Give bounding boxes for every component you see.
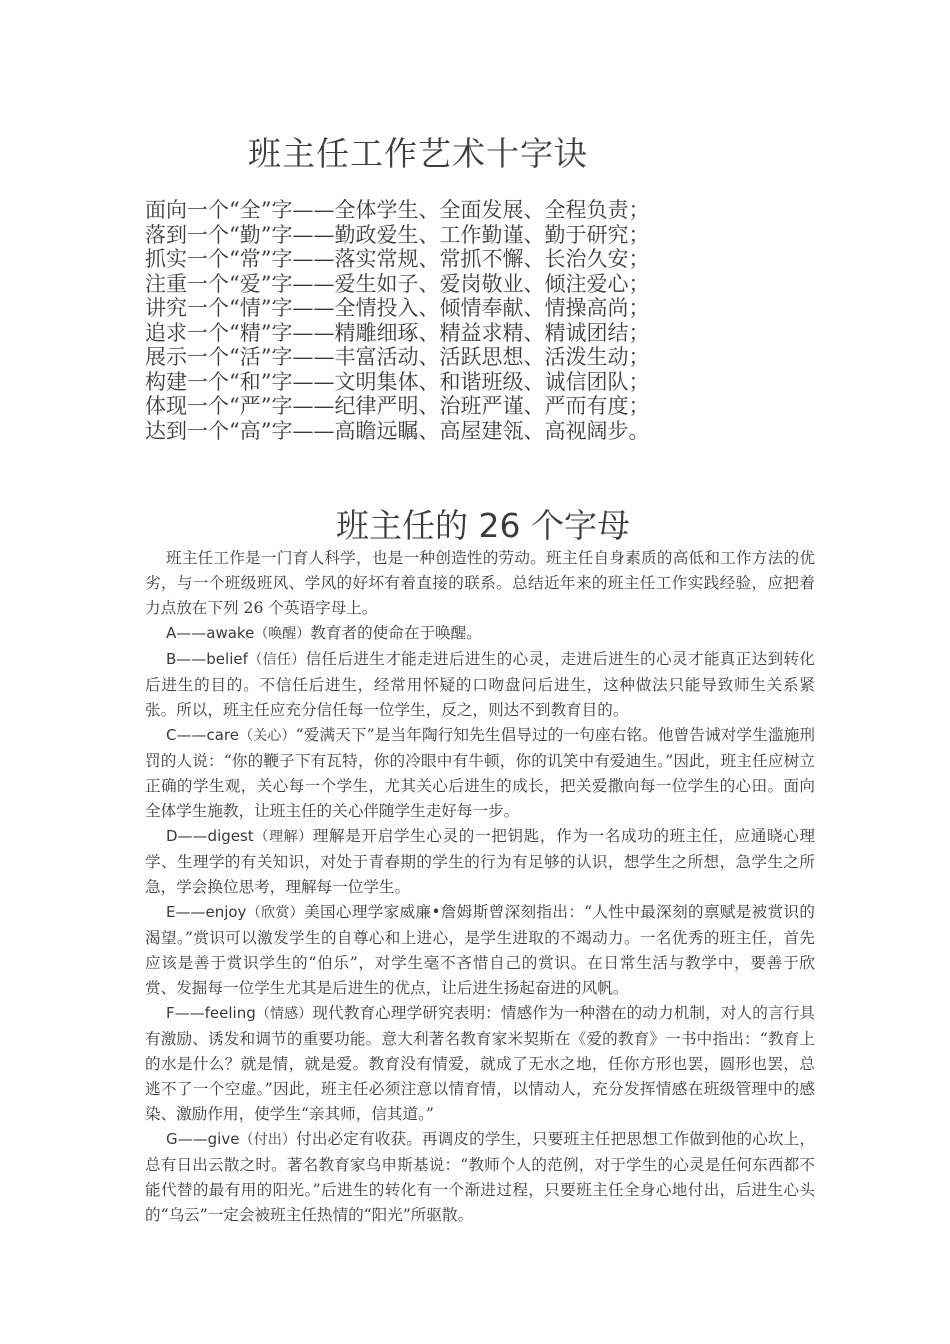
verse-line: 注重一个“爱”字——爱生如子、爱岗敬业、倾注爱心；	[145, 271, 650, 296]
section-title: 班主任的 26 个字母	[336, 506, 630, 545]
verse-line: 抓实一个“常”字——落实常规、常抓不懈、长治久安；	[145, 247, 650, 271]
letter-gloss: （信任）	[247, 652, 306, 668]
letter-text: 美国心理学家威廉•詹姆斯曾深刻指出：“人性中最深刻的禀赋是被赏识的渴望。”赏识可以激发学生的自尊心和上进心，是学生进取的不竭动力。一名优秀的班主任，首先应该是善于赏识学生的“伯乐”，对学生毫不吝惜自己的赏识。在日常生活与教学中，要善于欣赏、发掘每一位学生尤其是后进生的优点，让后进生扬起奋进的风帆。	[145, 903, 816, 997]
letter-paragraph	[145, 647, 815, 723]
letter-paragraph	[145, 900, 815, 1001]
verse-line: 讲究一个“情”字——全情投入、倾情奉献、情操高尚；	[145, 296, 650, 320]
letter-gloss: （情感）	[255, 1006, 313, 1022]
letter-text: 现代教育心理学研究表明：情感作为一种潜在的动力机制，对人的言行具有激励、诱发和调节的重要功能。意大利著名教育家米契斯在《爱的教育》一书中指出：“教育上的水是什么？就是情，就是爱。教育没有情爱，就成了无水之地，任你方形也罢，圆形也罢，总逃不了一个空虚。”因此，班主任必须注意以情育情，以情动人，充分发挥情感在班级管理中的感染、激励作用，使学生“亲其师，信其道。”	[145, 1004, 815, 1123]
verse-line: 追求一个“精”字——精雕细琢、精益求精、精诚团结；	[145, 320, 650, 345]
letter-paragraph	[145, 824, 815, 900]
letter-heading: A——awake	[166, 624, 255, 642]
verse-line: 展示一个“活”字——丰富活动、活跃思想、活泼生动；	[145, 345, 650, 369]
letter-heading: B——belief	[166, 650, 248, 668]
letter-gloss: （付出）	[239, 1132, 297, 1148]
verse-line: 落到一个“勤”字——勤政爱生、工作勤谨、勤于研究；	[145, 222, 650, 247]
letter-heading: E——enjoy	[166, 903, 247, 921]
letter-heading: F——feeling	[166, 1004, 256, 1022]
letter-text: 理解是开启学生心灵的一把钥匙，作为一名成功的班主任，应通晓心理学、生理学的有关知识，对处于青春期的学生的行为有足够的认识，想学生之所想，急学生之所急，学会换位思考，理解每一位学生。	[145, 827, 815, 896]
letter-paragraph	[145, 1127, 815, 1228]
verse-line: 达到一个“高”字——高瞻远瞩、高屋建瓴、高视阔步。	[145, 418, 650, 443]
letter-paragraph	[145, 1001, 815, 1127]
letter-gloss: （关心）	[238, 728, 296, 744]
letter-gloss: （理解）	[253, 829, 313, 845]
letter-heading: C——care	[166, 726, 239, 744]
letter-paragraph	[145, 621, 815, 647]
letter-text: 教育者的使命在于唤醒。	[310, 624, 482, 642]
page-title: 班主任工作艺术十字诀	[248, 134, 588, 173]
article-body	[145, 546, 815, 1228]
letter-gloss: （唤醒）	[254, 626, 311, 642]
letter-paragraph	[145, 723, 815, 824]
letter-text: “爱满天下”是当年陶行知先生倡导过的一句座右铭。他曾告诫对学生滥施刑罚的人说：“你的鞭子下有瓦特，你的冷眼中有牛顿，你的讥笑中有爱迪生。”因此，班主任应树立正确的学生观，关心每一个学生，尤其关心后进生的成长，把关爱撒向每一位学生的心田。面向全体学生施教，让班主任的关心伴随学生走好每一步。	[145, 726, 815, 820]
letter-gloss: （欣赏）	[246, 905, 305, 921]
letter-text: 付出必定有收获。再调皮的学生，只要班主任把思想工作做到他的心坎上，总有日出云散之时。著名教育家乌申斯基说：“教师个人的范例，对于学生的心灵是任何东西都不能代替的最有用的阳光。”后进生的转化有一个渐进过程，只要班主任全身心地付出，后进生心头的“乌云”一定会被班主任热情的“阳光”所驱散。	[145, 1130, 815, 1224]
verse-line: 面向一个“全”字——全体学生、全面发展、全程负责；	[145, 198, 650, 222]
letter-text: 信任后进生才能走进后进生的心灵，走进后进生的心灵才能真正达到转化后进生的目的。不信任后进生，经常用怀疑的口吻盘问后进生，这种做法只能导致师生关系紧张。所以，班主任应充分信任每一位学生，反之，则达不到教育目的。	[145, 650, 815, 719]
verse-line: 构建一个“和”字——文明集体、和谐班级、诚信团队；	[145, 369, 650, 394]
letter-heading: G——give	[166, 1130, 240, 1148]
intro-paragraph: 班主任工作是一门育人科学，也是一种创造性的劳动。班主任自身素质的高低和工作方法的优劣，与一个班级班风、学风的好坏有着直接的联系。总结近年来的班主任工作实践经验，应把着力点放在下列 26 个英语字母上。	[145, 549, 815, 617]
verse-line: 体现一个“严”字——纪律严明、治班严谨、严而有度；	[145, 394, 650, 418]
verse-list	[145, 198, 845, 443]
letter-heading: D——digest	[166, 827, 254, 845]
